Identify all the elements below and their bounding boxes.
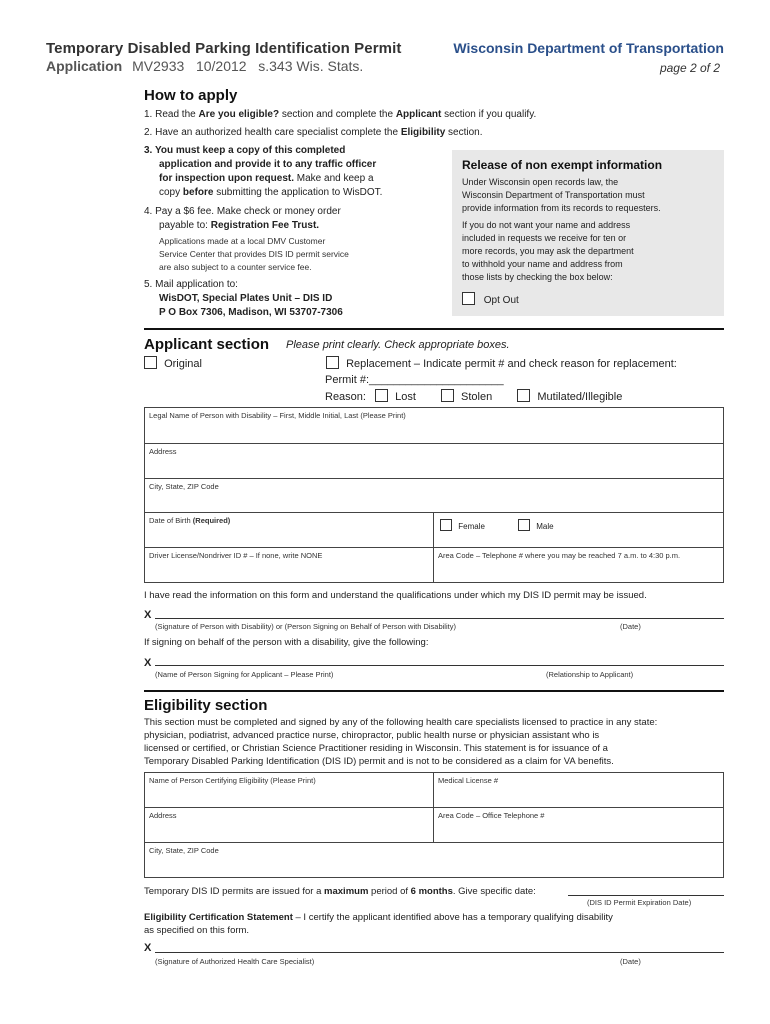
behalf-x: X: [144, 657, 152, 669]
certify-statement: I have read the information on this form and understand the qualifications under which my DIS ID permit may be issued.: [144, 590, 647, 601]
step-1-text-b: Are you eligible?: [198, 109, 280, 120]
applicant-phone-label: Area Code – Telephone # where you may be reached 7 a.m. to 4:30 p.m.: [438, 551, 681, 560]
date-of-birth-label: [149, 516, 230, 525]
specialist-date-label: (Date): [620, 957, 641, 966]
applicant-instruction: Please print clearly. Check appropriate boxes.: [286, 339, 510, 351]
driver-license-label: Driver License/Nondriver ID # – If none, write NONE: [149, 551, 323, 560]
subtitle-label: Application: [46, 58, 123, 74]
certifier-name-label: Name of Person Certifying Eligibility (Please Print): [149, 776, 316, 785]
release-info-box: [452, 150, 724, 316]
step-4-note-1: Applications made at a local DMV Customer: [159, 236, 326, 246]
office-phone-field[interactable]: [433, 807, 724, 843]
step-1-text-e: section if you qualify.: [441, 109, 537, 120]
applicant-city-field[interactable]: [144, 478, 724, 513]
reason-label: Reason:: [325, 391, 366, 403]
certifier-address-label: Address: [149, 811, 177, 820]
step-2-text-c: section.: [445, 127, 483, 138]
office-phone-label: Area Code – Office Telephone #: [438, 811, 545, 820]
form-number: MV2933: [132, 58, 185, 74]
date-of-birth-field[interactable]: [144, 512, 434, 548]
female-checkbox[interactable]: [440, 519, 452, 531]
applicant-signature-line[interactable]: [155, 618, 724, 619]
original-option: [144, 356, 202, 370]
period-text-e: . Give specific date:: [452, 886, 536, 897]
applicant-address-field[interactable]: [144, 443, 724, 479]
step-4-note: [159, 235, 349, 274]
applicant-address-label: Address: [149, 447, 177, 456]
permit-number-field[interactable]: ______________________: [369, 374, 504, 386]
step-1-text-a: 1. Read the: [144, 109, 199, 120]
behalf-signature-line[interactable]: [155, 665, 724, 666]
original-label: Original: [164, 358, 202, 370]
step-2: [144, 126, 483, 140]
specialist-signature-line[interactable]: [155, 952, 724, 953]
step-1-text-c: section and complete the: [279, 109, 396, 120]
period-text-a: Temporary DIS ID permits are issued for a: [144, 886, 325, 897]
expiration-date-line[interactable]: [568, 895, 724, 896]
applicant-heading: Applicant section: [144, 336, 270, 353]
agency-name: Wisconsin Department of Transportation: [453, 40, 724, 56]
dob-label-text: Date of Birth: [149, 516, 193, 525]
step-4-line-2a: payable to:: [159, 220, 211, 231]
eligibility-line-4: Temporary Disabled Parking Identification (DIS ID) permit and is not to be considered as a claim for VA benefits.: [144, 756, 614, 767]
eligibility-line-2: physician, podiatrist, advanced practice nurse, chiropractor, public health nurse or physician assistant who is: [144, 730, 600, 741]
step-5-line-1: 5. Mail application to:: [144, 279, 238, 290]
release-para-2: [462, 219, 714, 284]
stolen-label: Stolen: [461, 391, 493, 403]
step-3-line-1: 3. You must keep a copy of this completed: [144, 145, 346, 156]
replacement-label: Replacement – Indicate permit # and check reason for replacement:: [346, 358, 677, 370]
lost-checkbox[interactable]: [375, 389, 388, 402]
replacement-option: [326, 356, 677, 370]
step-1: [144, 108, 536, 122]
male-option: [518, 519, 554, 531]
opt-out-checkbox[interactable]: [462, 292, 475, 305]
how-to-apply-heading: How to apply: [144, 87, 238, 104]
signature-x: X: [144, 609, 152, 621]
mutilated-label: Mutilated/Illegible: [537, 391, 623, 403]
certification-label: Eligibility Certification Statement: [144, 912, 293, 923]
step-4-note-2: Service Center that provides DIS ID permit service: [159, 249, 349, 259]
step-4-line-2b: Registration Fee Trust.: [210, 220, 320, 231]
eligibility-paragraph: [144, 716, 657, 768]
release-p2-line-2: included in requests we receive for ten or: [462, 233, 627, 243]
release-p2-line-1: If you do not want your name and address: [462, 220, 631, 230]
expiration-date-label: (DIS ID Permit Expiration Date): [587, 898, 692, 907]
certifier-city-label: City, State, ZIP Code: [149, 846, 219, 855]
original-checkbox[interactable]: [144, 356, 157, 369]
applicant-phone-field[interactable]: [433, 547, 724, 583]
certifier-city-field[interactable]: [144, 842, 724, 878]
replacement-checkbox[interactable]: [326, 356, 339, 369]
release-p2-line-3: more records, you may ask the department: [462, 246, 634, 256]
release-p1-line-2: Wisconsin Department of Transportation must: [462, 190, 645, 200]
statute: s.343 Wis. Stats.: [258, 58, 364, 74]
specialist-x: X: [144, 942, 152, 954]
specialist-signature-label: (Signature of Authorized Health Care Specialist): [155, 957, 315, 966]
behalf-statement: If signing on behalf of the person with a disability, give the following:: [144, 637, 429, 648]
period-text-b: maximum: [324, 886, 369, 897]
step-5: [144, 278, 343, 320]
release-p1-line-3: provide information from its records to requesters.: [462, 203, 661, 213]
certification-statement: [144, 911, 613, 937]
release-title: Release of non exempt information: [462, 158, 663, 172]
step-2-text-a: 2. Have an authorized health care specialist complete the: [144, 127, 401, 138]
eligibility-line-1: This section must be completed and signed by any of the following health care specialists licensed to practice in any state:: [144, 717, 658, 728]
period-text-c: period of: [368, 886, 411, 897]
step-2-text-b: Eligibility: [400, 127, 446, 138]
legal-name-field[interactable]: [144, 407, 724, 444]
driver-license-field[interactable]: [144, 547, 434, 583]
certification-line-1: – I certify the applicant identified above has a temporary qualifying disability: [292, 912, 613, 923]
permit-number-label: Permit #:: [325, 374, 370, 386]
legal-name-label: Legal Name of Person with Disability – First, Middle Initial, Last (Please Print): [149, 411, 406, 420]
applicant-city-label: City, State, ZIP Code: [149, 482, 219, 491]
step-4: [144, 205, 341, 233]
relationship-label: (Relationship to Applicant): [546, 670, 634, 679]
step-3-line-3b: Make and keep a: [294, 173, 374, 184]
lost-label: Lost: [395, 391, 416, 403]
step-3-line-2: application and provide it to any traffic officer: [159, 159, 377, 170]
eligibility-line-3: licensed or certified, or Christian Science Practitioner residing in Wisconsin. This statement is for issuance of a: [144, 743, 608, 754]
form-subtitle: [46, 58, 363, 74]
female-option: [440, 519, 485, 531]
opt-out-row: [462, 292, 714, 306]
step-3: [144, 144, 382, 200]
step-3-line-4a: copy: [159, 187, 183, 198]
form-date: 10/2012: [195, 58, 247, 74]
opt-out-label: Opt Out: [483, 295, 519, 306]
step-5-line-2: WisDOT, Special Plates Unit – DIS ID: [159, 293, 333, 304]
applicant-divider: [144, 328, 724, 330]
step-1-text-d: Applicant: [395, 109, 442, 120]
permit-period-statement: [144, 886, 536, 897]
period-text-d: 6 months: [410, 886, 453, 897]
step-4-note-3: are also subject to a counter service fee.: [159, 262, 312, 272]
dob-required-text: (Required): [192, 516, 231, 525]
page-number: page 2 of 2: [659, 61, 720, 75]
certification-line-2: as specified on this form.: [144, 925, 250, 936]
permit-number-row: [325, 374, 504, 386]
release-p2-line-5: those lists by checking the box below:: [462, 272, 613, 282]
behalf-name-label: (Name of Person Signing for Applicant – Please Print): [155, 670, 334, 679]
step-4-line-1: 4. Pay a $6 fee. Make check or money order: [144, 206, 341, 217]
step-3-line-4c: submitting the application to WisDOT.: [213, 187, 383, 198]
eligibility-divider: [144, 690, 724, 692]
medical-license-label: Medical License #: [438, 776, 499, 785]
certifier-name-field[interactable]: [144, 772, 434, 808]
release-para-1: [462, 176, 714, 215]
step-3-line-4b: before: [182, 187, 214, 198]
male-checkbox[interactable]: [518, 519, 530, 531]
release-p1-line-1: Under Wisconsin open records law, the: [462, 177, 619, 187]
medical-license-field[interactable]: [433, 772, 724, 808]
applicant-signature-label: (Signature of Person with Disability) or (Person Signing on Behalf of Person with Disability): [155, 622, 456, 631]
form-title: Temporary Disabled Parking Identification Permit: [46, 40, 402, 57]
step-5-line-3: P O Box 7306, Madison, WI 53707-7306: [159, 307, 343, 318]
stolen-checkbox[interactable]: [441, 389, 454, 402]
eligibility-heading: Eligibility section: [144, 697, 268, 714]
sex-field: [433, 512, 724, 548]
certifier-address-field[interactable]: [144, 807, 434, 843]
applicant-date-label: (Date): [620, 622, 641, 631]
step-3-line-3a: for inspection upon request.: [159, 173, 295, 184]
reason-row: [325, 389, 622, 403]
mutilated-checkbox[interactable]: [517, 389, 530, 402]
female-label: Female: [458, 522, 485, 531]
male-label: Male: [536, 522, 554, 531]
release-p2-line-4: to withhold your name and address from: [462, 259, 623, 269]
